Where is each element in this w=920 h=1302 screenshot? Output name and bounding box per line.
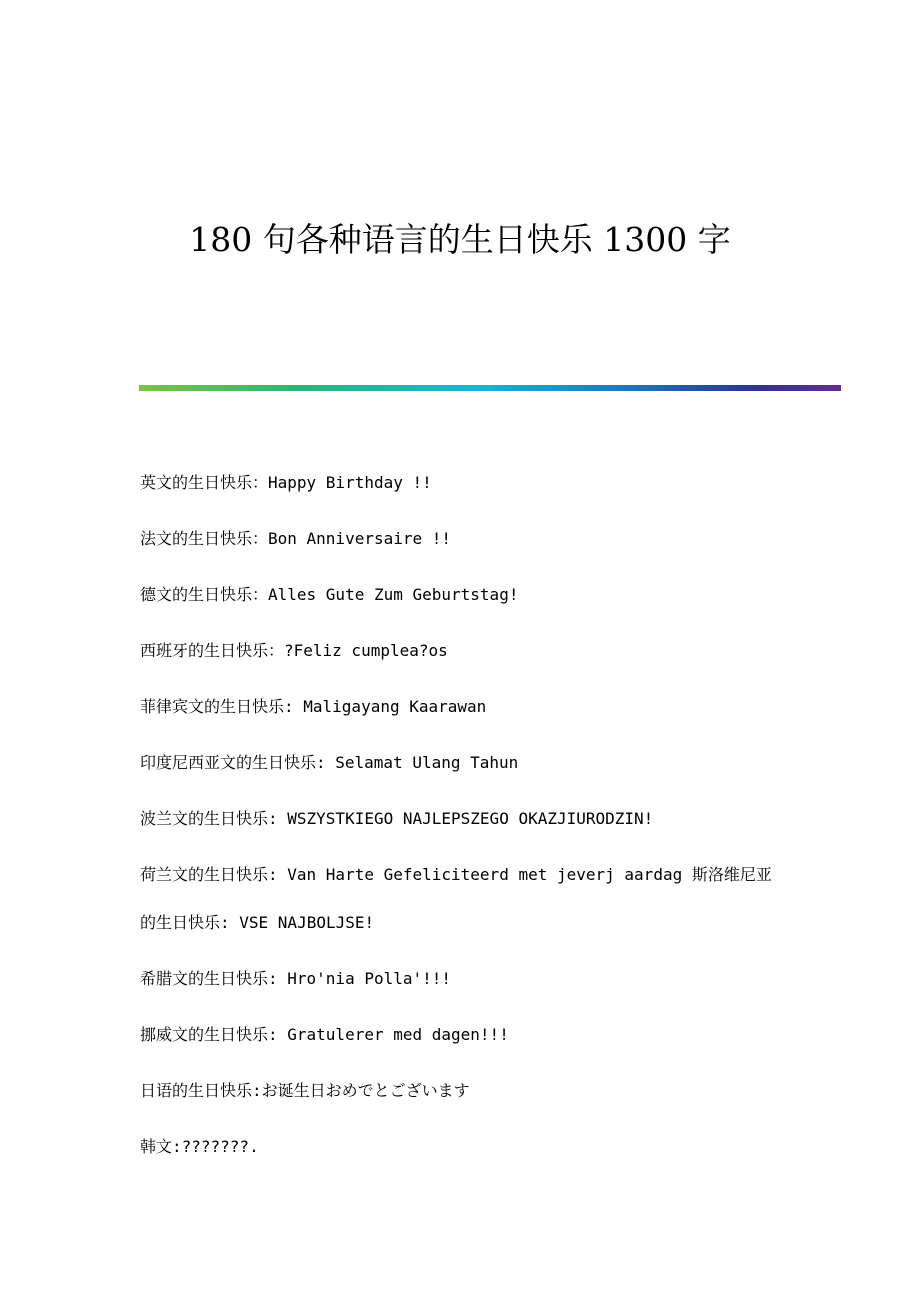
birthday-line-norwegian: 挪威文的生日快乐: Gratulerer med dagen!!! <box>140 1025 509 1044</box>
birthday-line-dutch-slovenian: 荷兰文的生日快乐: Van Harte Gefeliciteerd met jeverj aardag 斯洛维尼亚的生日快乐: VSE NAJBOLJSE! <box>140 865 772 932</box>
birthday-line-spanish: 西班牙的生日快乐：?Feliz cumplea?os <box>140 641 448 660</box>
birthday-line-indonesian: 印度尼西亚文的生日快乐: Selamat Ulang Tahun <box>140 753 519 772</box>
page-title: 180 句各种语言的生日快乐 1300 字 <box>189 220 731 259</box>
birthday-line-french: 法文的生日快乐：Bon Anniversaire !! <box>140 529 452 548</box>
birthday-line-polish: 波兰文的生日快乐: WSZYSTKIEGO NAJLEPSZEGO OKAZJIURODZIN! <box>140 809 654 828</box>
birthday-line-greek: 希腊文的生日快乐: Hro'nia Polla'!!! <box>140 969 452 988</box>
birthday-line-english: 英文的生日快乐：Happy Birthday !! <box>140 473 432 492</box>
gradient-divider <box>139 385 841 391</box>
birthday-line-korean: 韩文:???????. <box>140 1137 259 1156</box>
birthday-line-filipino: 菲律宾文的生日快乐: Maligayang Kaarawan <box>140 697 487 716</box>
birthday-line-german: 德文的生日快乐：Alles Gute Zum Geburtstag! <box>140 585 519 604</box>
birthday-line-japanese: 日语的生日快乐:お诞生日おめでとございます <box>140 1081 470 1100</box>
